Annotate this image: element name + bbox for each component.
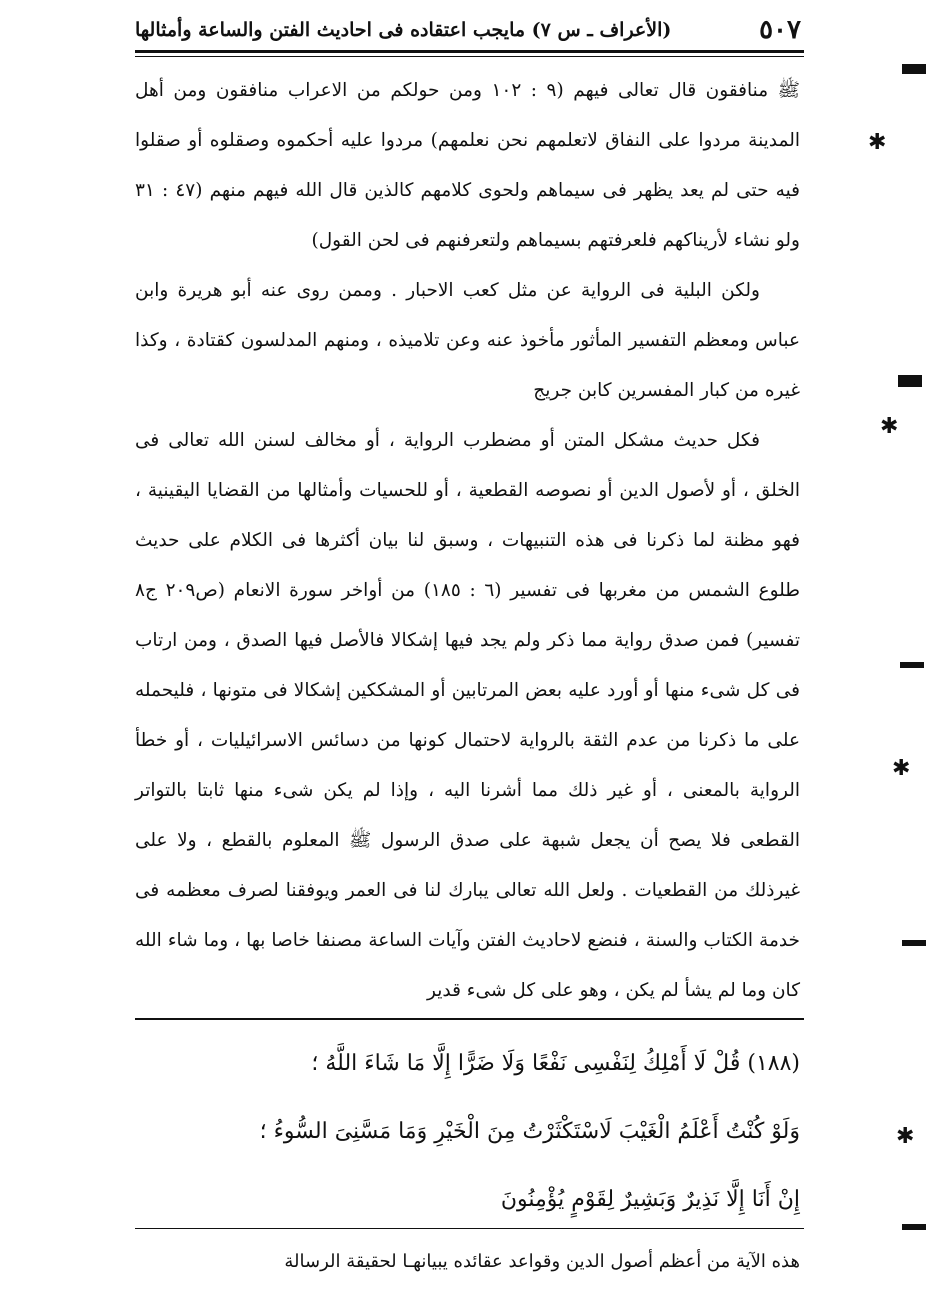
margin-star-mark: ✱ (892, 756, 911, 781)
header-rule (135, 50, 804, 53)
verse-line: وَلَوْ كُنْتُ أَعْلَمُ الْغَيْبَ لَاسْتَكْثَرْتُ مِنَ الْخَيْرِ وَمَا مَسَّنِىَ السُّوءُ ؛ (259, 1119, 800, 1144)
commentary-paragraph: ﷺ منافقون قال تعالى فيهم (٩ : ١٠٢ ومن حولكم من الاعراب منافقون ومن أهل المدينة مردوا على النفاق لاتعلمهم نحن نعلمهم) مردوا عليه أحكموه وصقلوه أو صقلوا فيه حتى لم يعد يظهر فى سيماهم ولحوى كلامهم كالذين قال الله فيهم منهم (٤٧ : ٣١ ولو نشاء لأريناكهم فلعرفتهم بسيماهم ولتعرفنهم فى لحن القول) (135, 80, 801, 251)
running-head (135, 12, 801, 48)
margin-mark (898, 375, 922, 387)
section-divider (135, 1018, 804, 1020)
margin-mark (902, 940, 926, 946)
section-divider (135, 1228, 804, 1229)
margin-mark (900, 662, 924, 668)
margin-mark (902, 1224, 926, 1230)
margin-star-mark: ✱ (868, 130, 887, 155)
running-title: (الأعراف ـ س ٧) مايجب اعتقاده فى احاديث الفتن والساعة وأمثالها (135, 19, 672, 41)
commentary-text (135, 66, 800, 1016)
footer-commentary-line: هذه الآية من أعظم أصول الدين وقواعد عقائده يبيانهـا لحقيقة الرسالة (284, 1251, 800, 1272)
commentary-paragraph: فكل حديث مشكل المتن أو مضطرب الرواية ، أو مخالف لسنن الله تعالى فى الخلق ، أو لأصول الدين أو نصوصه القطعية ، أو للحسيات وأمثالها من القضايا اليقينية ، فهو مظنة لما ذكرنا فى هذه التنبيهات ، وسبق لنا بيان أكثرها فى الكلام على حديث طلوع الشمس من مغربها فى تفسير (٦ : ١٨٥) من أواخر سورة الانعام (ص٢٠٩ ج٨ تفسير) فمن صدق رواية مما ذكر ولم يجد فيها إشكالا فالأصل فيها الصدق ، ومن ارتاب فى كل شىء منها أو أورد عليه بعض المرتابين أو المشككين إشكالا فى متونها ، فليحمله على ما ذكرنا من عدم الثقة بالرواية لاحتمال كونها من دسائس الاسرائيليات ، أو خطأ الرواية بالمعنى ، أو غير ذلك مما أشرنا اليه ، وإذا لم يكن شىء منها ثابتا بالتواتر القطعى فلا يصح أن يجعل شبهة على صدق الرسول ﷺ المعلوم بالقطع ، ولا على غيرذلك من القطعيات . ولعل الله تعالى يبارك لنا فى العمر ويوفقنا لصرف معظمه فى خدمة الكتاب والسنة ، فنضع لاحاديث الفتن وآيات الساعة مصنفا خاصا بها ، وما شاء الله كان وما لم يشأ لم يكن ، وهو على كل شىء قدير (135, 430, 800, 1001)
verse-line: إِنْ أَنَا إِلَّا نَذِيرٌ وَبَشِيرٌ لِقَوْمٍ يُؤْمِنُونَ (500, 1187, 800, 1212)
header-rule-thin (135, 56, 804, 57)
verse-line: (١٨٨) قُلْ لَا أَمْلِكُ لِنَفْسِى نَفْعًا وَلَا ضَرًّا إِلَّا مَا شَاءَ اللَّهُ ؛ (311, 1051, 800, 1076)
margin-star-mark: ✱ (896, 1124, 915, 1149)
margin-star-mark: ✱ (880, 414, 899, 439)
margin-mark (902, 64, 926, 74)
quran-verse-block (150, 1030, 800, 1234)
commentary-paragraph: ولكن البلية فى الرواية عن مثل كعب الاحبار . وممن روى عنه أبو هريرة وابن عباس ومعظم التفسير المأثور مأخوذ عنه وعن تلاميذه ، ومنهم المدلسون كقتادة ، وكذا غيره من كبار المفسرين كابن جريج (135, 280, 800, 401)
page-number: ٥٠٧ (759, 15, 801, 45)
